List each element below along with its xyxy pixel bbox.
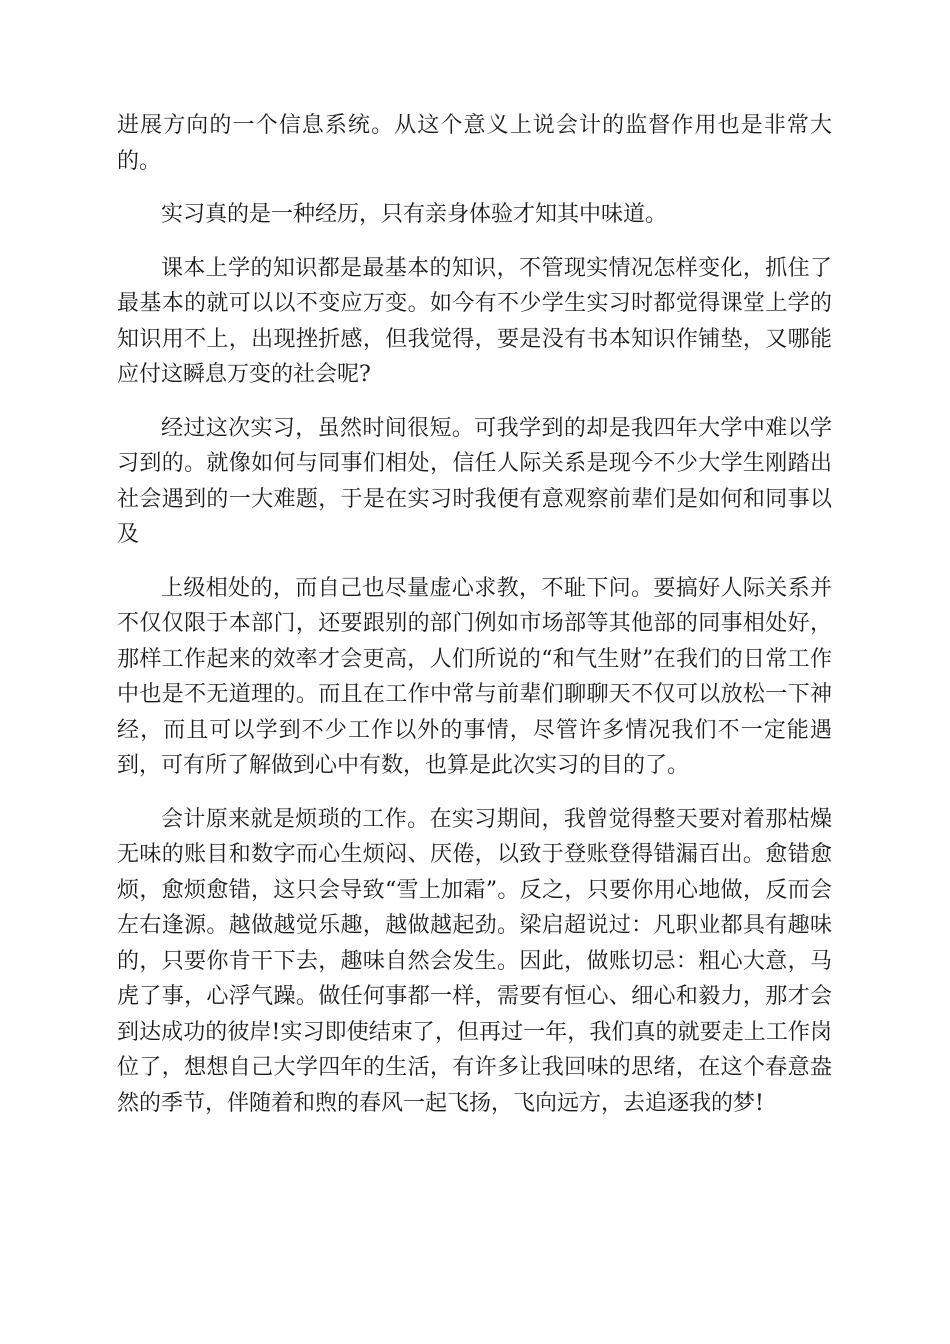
paragraph-experience: 实习真的是一种经历，只有亲身体验才知其中味道。 bbox=[161, 202, 668, 227]
paragraph-accounting-work: 会计原来就是烦琐的工作。在实习期间，我曾觉得整天要对着那枯燥无味的账目和数字而心生烦闷、厌倦，以致于登账登得错漏百出。愈错愈烦，愈烦愈错，这只会导致“雪上加霜”。反之，只要你用心地做，反而会左右逢源。越做越觉乐趣，越做越起劲。梁启超说过：凡职业都具有趣味的，只要你肯干下去，趣味自然会发生。因此，做账切忌：粗心大意，马虎了事，心浮气躁。做任何事都一样，需要有恒心、细心和毅力，那才会到达成功的彼岸!实习即使结束了，但再过一年，我们真的就要走上工作岗位了，想想自己大学四年的生活，有许多让我回味的思绪，在这个春意盎然的季节，伴随着和煦的春风一起飞扬，飞向远方，去追逐我的梦! bbox=[117, 806, 832, 1116]
paragraph-internship-colleagues: 经过这次实习，虽然时间很短。可我学到的却是我四年大学中难以学习到的。就像如何与同事们相处，信任人际关系是现今不少大学生刚踏出社会遇到的一大难题，于是在实习时我便有意观察前辈们是如何和同事以及 bbox=[117, 415, 832, 547]
body-text bbox=[117, 108, 832, 1139]
paragraph-textbook-knowledge: 课本上学的知识都是最基本的知识，不管现实情况怎样变化，抓住了最基本的就可以以不变应万变。如今有不少学生实习时都觉得课堂上学的知识用不上，出现挫折感，但我觉得，要是没有书本知识作铺垫，又哪能应付这瞬息万变的社会呢? bbox=[117, 255, 832, 387]
paragraph-continuation: 进展方向的一个信息系统。从这个意义上说会计的监督作用也是非常大的。 bbox=[117, 113, 832, 174]
paragraph-relationships: 上级相处的，而自己也尽量虚心求教，不耻下问。要搞好人际关系并不仅仅限于本部门，还要跟别的部门例如市场部等其他部的同事相处好，那样工作起来的效率才会更高，人们所说的“和气生财”在我们的日常工作中也是不无道理的。而且在工作中常与前辈们聊聊天不仅可以放松一下神经，而且可以学到不少工作以外的事情，尽管许多情况我们不一定能遇到，可有所了解做到心中有数，也算是此次实习的目的了。 bbox=[117, 575, 832, 778]
